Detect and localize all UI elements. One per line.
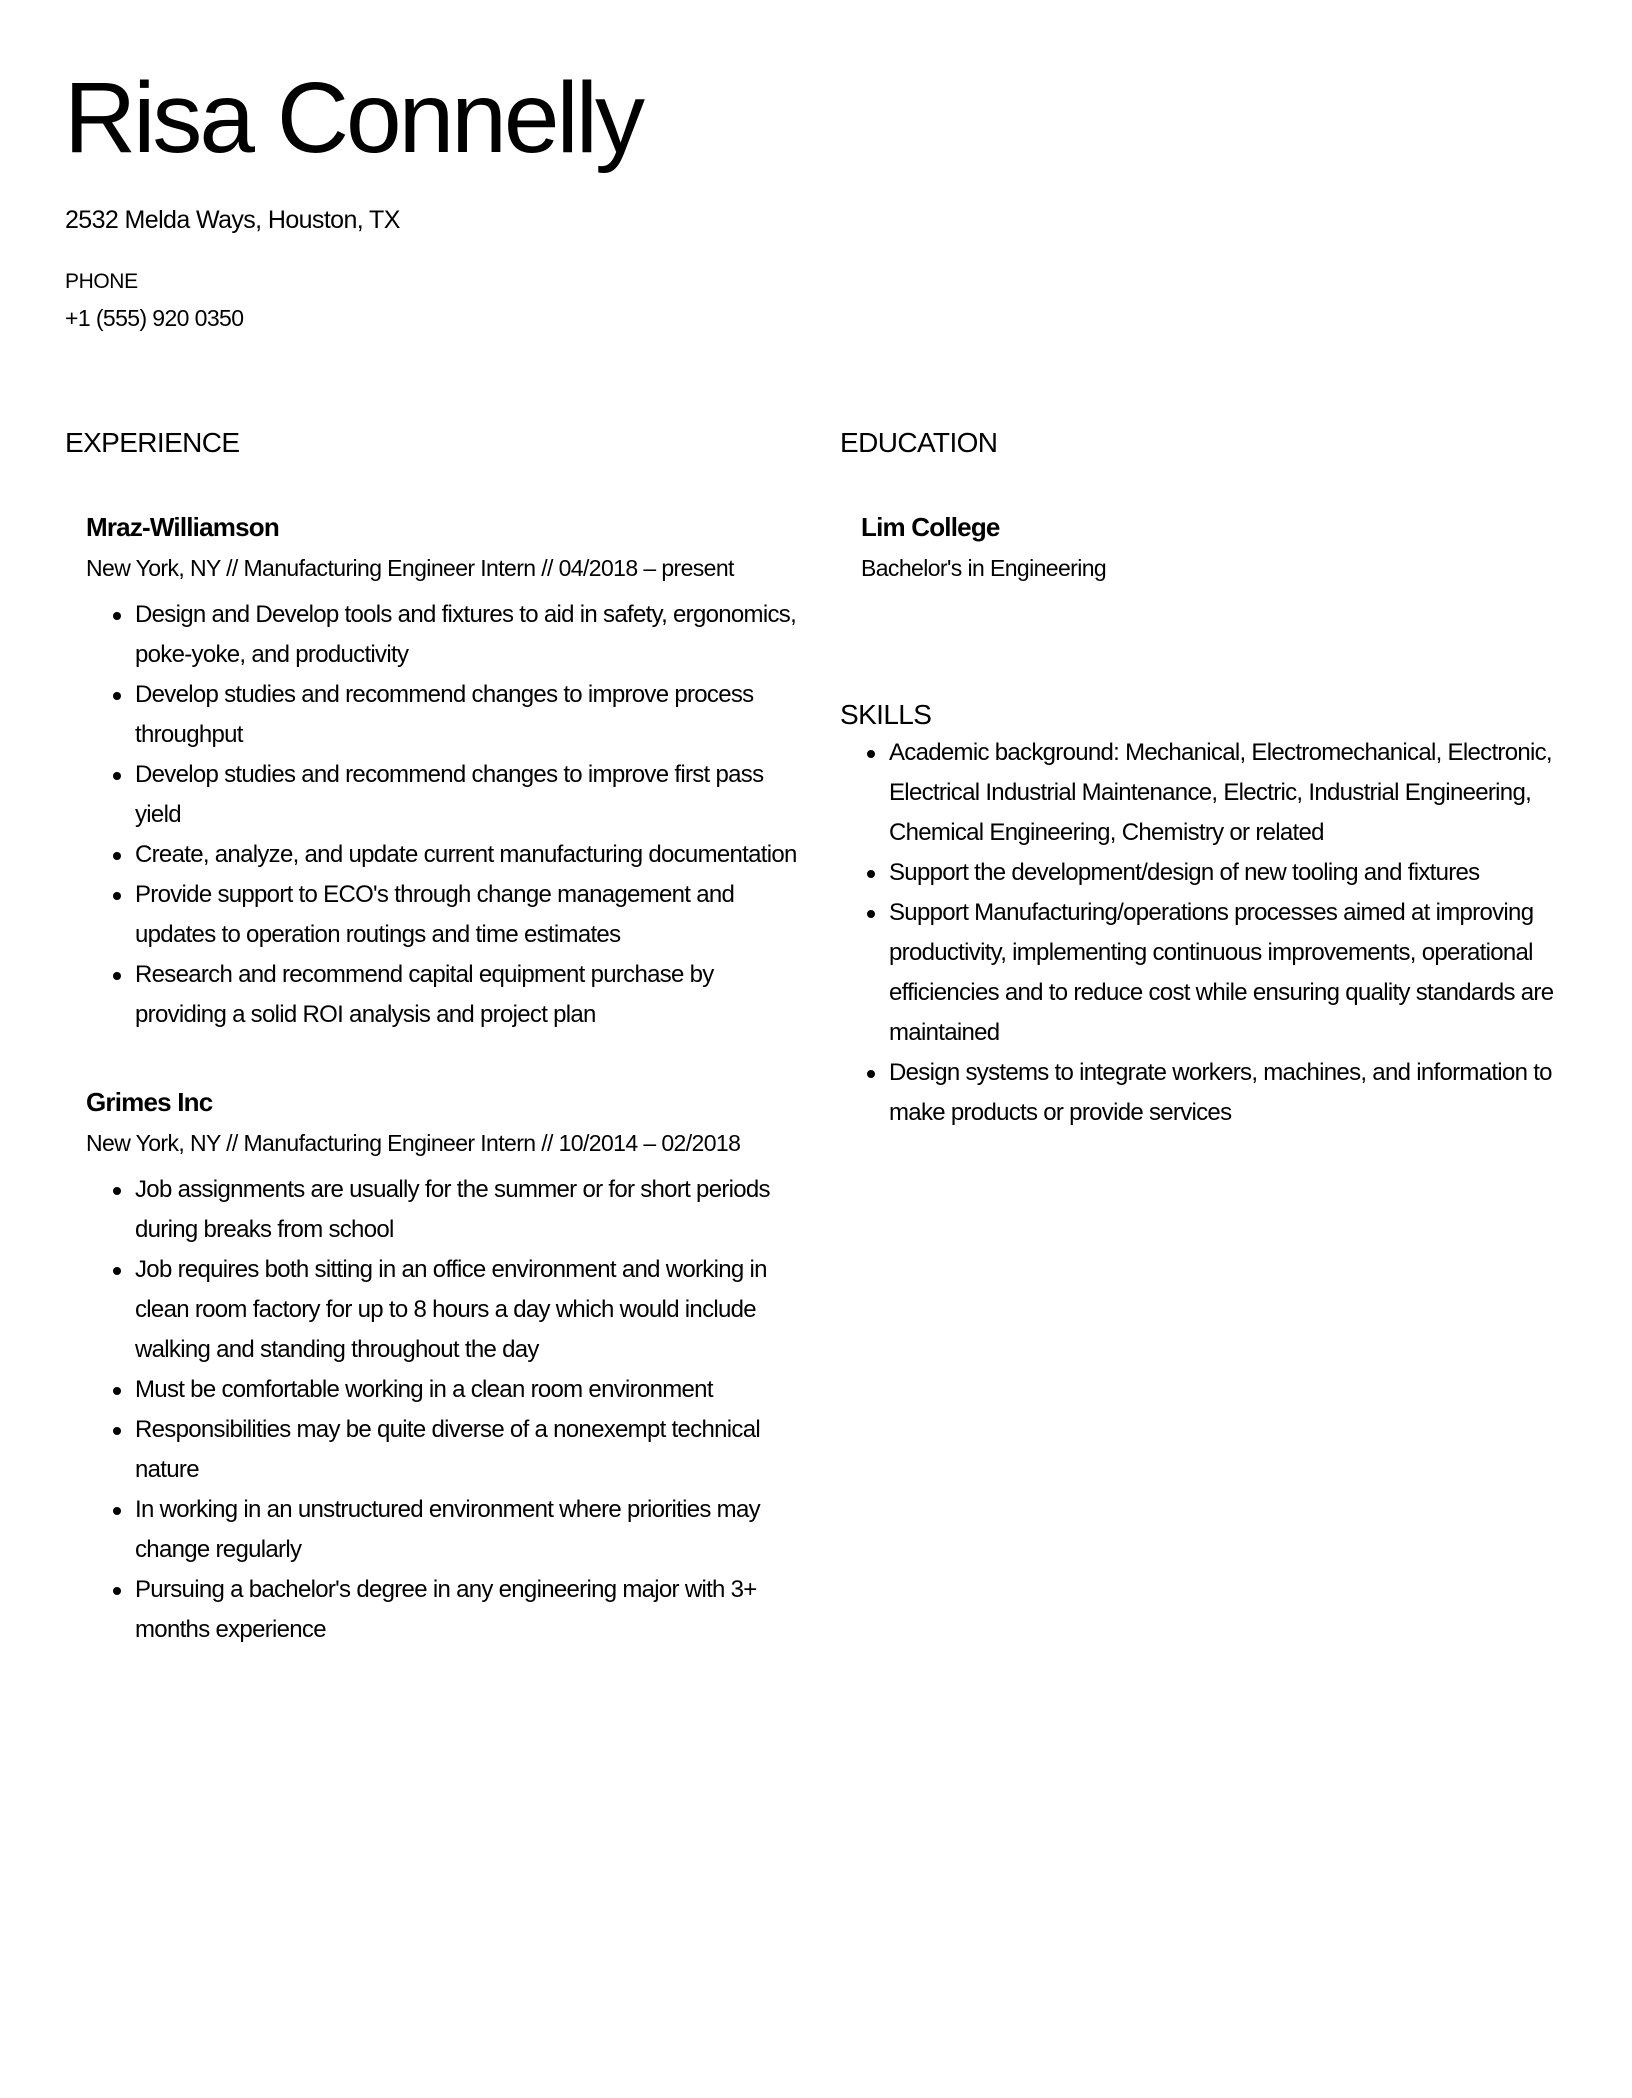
- list-item-text: Job assignments are usually for the summer or for short periods during breaks from school: [135, 1176, 770, 1243]
- bullet-icon: [113, 692, 121, 700]
- degree: Bachelor's in Engineering: [861, 555, 1107, 581]
- list-item-text: Design systems to integrate workers, machines, and information to make products or provide services: [889, 1059, 1552, 1126]
- responsibility-list: [86, 1170, 806, 1650]
- bullet-icon: [113, 892, 121, 900]
- list-item: [840, 853, 1560, 893]
- list-item: [86, 1570, 806, 1650]
- list-item-text: In working in an unstructured environment where priorities may change regularly: [135, 1496, 760, 1563]
- phone-label: PHONE: [65, 270, 138, 293]
- bullet-icon: [113, 772, 121, 780]
- list-item: [86, 755, 806, 835]
- bullet-icon: [867, 750, 875, 758]
- list-item-text: Provide support to ECO's through change management and updates to operation routings and time estimates: [135, 881, 735, 948]
- skills-heading: SKILLS: [840, 699, 932, 730]
- bullet-icon: [113, 972, 121, 980]
- experience-entry: [86, 1084, 795, 1650]
- bullet-icon: [867, 910, 875, 918]
- job-meta: New York, NY // Manufacturing Engineer Intern // 10/2014 – 02/2018: [86, 1130, 741, 1156]
- list-item-text: Responsibilities may be quite diverse of a nonexempt technical nature: [135, 1416, 760, 1483]
- company-name: Grimes Inc: [86, 1087, 213, 1117]
- list-item: [86, 1410, 806, 1490]
- list-item: [86, 595, 806, 675]
- job-meta: New York, NY // Manufacturing Engineer Intern // 04/2018 – present: [86, 555, 734, 581]
- list-item: [86, 955, 806, 1035]
- list-item-text: Support the development/design of new tooling and fixtures: [889, 859, 1480, 886]
- list-item: [86, 1250, 806, 1370]
- candidate-name: Risa Connelly: [64, 62, 642, 174]
- list-item: [86, 675, 806, 755]
- responsibility-list: [86, 595, 806, 1035]
- list-item-text: Develop studies and recommend changes to improve first pass yield: [135, 761, 764, 828]
- experience-heading: EXPERIENCE: [65, 427, 240, 458]
- company-name: Mraz-Williamson: [86, 512, 279, 542]
- list-item: [840, 733, 1560, 853]
- list-item-text: Job requires both sitting in an office environment and working in clean room factory for up to 8 hours a day which would include walking and standing throughout the day: [135, 1256, 767, 1363]
- bullet-icon: [113, 612, 121, 620]
- list-item: [86, 835, 806, 875]
- list-item-text: Pursuing a bachelor's degree in any engineering major with 3+ months experience: [135, 1576, 757, 1643]
- list-item: [840, 893, 1560, 1053]
- bullet-icon: [113, 1427, 121, 1435]
- bullet-icon: [113, 1387, 121, 1395]
- bullet-icon: [867, 1070, 875, 1078]
- bullet-icon: [113, 1587, 121, 1595]
- phone-number: +1 (555) 920 0350: [65, 305, 244, 331]
- experience-section: [65, 425, 795, 1650]
- list-item-text: Design and Develop tools and fixtures to aid in safety, ergonomics, poke-yoke, and productivity: [135, 601, 797, 668]
- bullet-icon: [113, 852, 121, 860]
- education-entry: [861, 509, 1580, 589]
- list-item: [86, 1490, 806, 1570]
- list-item: [840, 1053, 1560, 1133]
- list-item: [86, 1170, 806, 1250]
- education-heading: EDUCATION: [840, 427, 998, 458]
- list-item-text: Must be comfortable working in a clean room environment: [135, 1376, 713, 1403]
- list-item-text: Support Manufacturing/operations processes aimed at improving productivity, implementing continuous improvements, operational efficiencies and to reduce cost while ensuring quality standards are maintained: [889, 899, 1554, 1046]
- list-item: [86, 1370, 806, 1410]
- bullet-icon: [113, 1187, 121, 1195]
- bullet-icon: [113, 1507, 121, 1515]
- school-name: Lim College: [861, 512, 1000, 542]
- list-item: [86, 875, 806, 955]
- bullet-icon: [867, 870, 875, 878]
- skills-list: [840, 733, 1560, 1133]
- list-item-text: Create, analyze, and update current manufacturing documentation: [135, 841, 797, 868]
- experience-entry: [86, 509, 795, 1035]
- sidebar-column: [840, 425, 1580, 1133]
- list-item-text: Research and recommend capital equipment purchase by providing a solid ROI analysis and project plan: [135, 961, 714, 1028]
- list-item-text: Develop studies and recommend changes to improve process throughput: [135, 681, 754, 748]
- bullet-icon: [113, 1267, 121, 1275]
- list-item-text: Academic background: Mechanical, Electromechanical, Electronic, Electrical Industrial Maintenance, Electric, Industrial Engineering, Chemical Engineering, Chemistry or related: [889, 739, 1552, 846]
- address: 2532 Melda Ways, Houston, TX: [65, 206, 400, 234]
